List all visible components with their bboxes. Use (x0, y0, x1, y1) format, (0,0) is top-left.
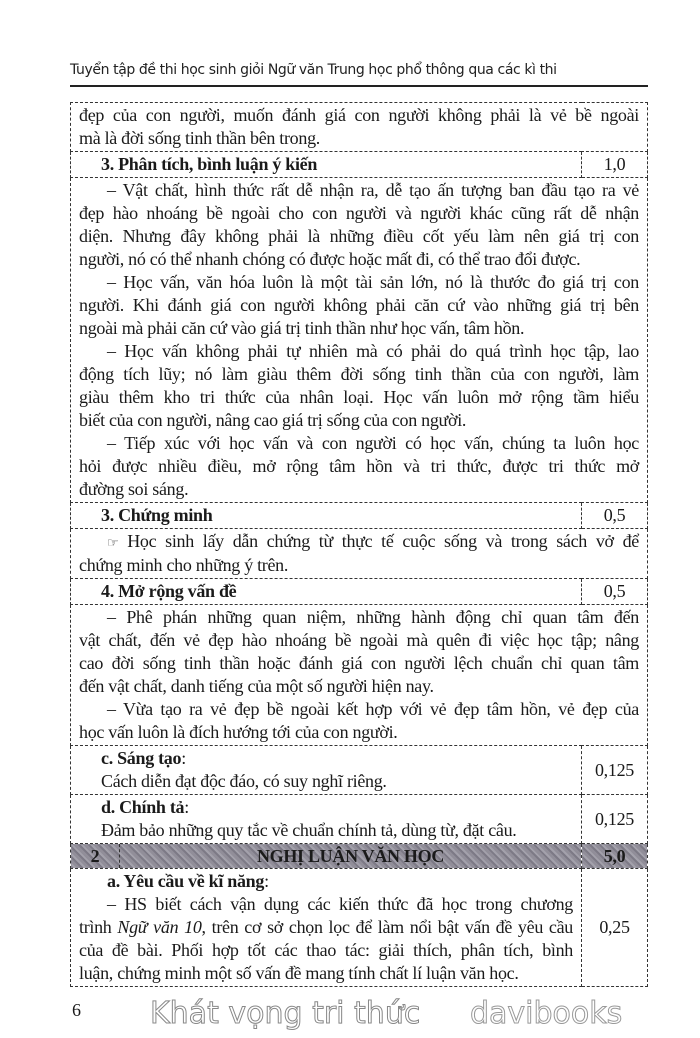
text-line: của đề bài. Phối hợp tốt các thao tác: giải thích, phân tích, bình (79, 940, 573, 960)
extend-heading: 4. Mở rộng vấn đề (71, 579, 582, 605)
continued-text (71, 103, 648, 152)
table-row (71, 869, 648, 987)
text-line: – Tiếp xúc với học vấn và con người có học vấn, chúng ta luôn học (107, 433, 639, 453)
extend-score: 0,5 (582, 579, 648, 605)
text-line: hỏi được nhiều điều, mở rộng tâm hồn và tri thức, được tri thức mở (79, 456, 639, 476)
creative-text: Cách diễn đạt độc đáo, có suy nghĩ riêng. (101, 771, 387, 791)
header-rule (70, 85, 648, 87)
colon: : (184, 797, 189, 817)
section-title: NGHỊ LUẬN VĂN HỌC (256, 846, 445, 866)
spelling-text: Đảm bảo những quy tắc về chuẩn chính tả, dùng từ, đặt câu. (101, 820, 517, 840)
text-line: – HS biết cách vận dụng các kiến thức đã học trong chương (107, 894, 573, 914)
table-row (71, 503, 648, 529)
colon: : (264, 871, 269, 891)
creative-heading: c. Sáng tạo (101, 748, 182, 768)
text-line: – Vật chất, hình thức rất dễ nhận ra, dễ tạo ấn tượng ban đầu tạo ra vẻ (107, 180, 639, 200)
text-line: vật chất, đến vẻ đẹp hào nhoáng bề ngoài mà quên đi việc học tập; nâng (79, 630, 639, 650)
section-cell (71, 844, 582, 869)
spelling-cell (71, 795, 582, 844)
text-line: – Học vấn, văn hóa luôn là một tài sản lớn, nó là thước đo giá trị con (107, 272, 639, 292)
text: trình (79, 917, 118, 937)
page-number: 6 (72, 1000, 81, 1020)
watermark-brand: davibooks (470, 996, 623, 1031)
text-line: người. Khi đánh giá con người không phải căn cứ vào những giá trị bên (79, 295, 639, 315)
text-line: – Học vấn không phải tự nhiên mà có phải do quá trình học tập, lao (107, 341, 639, 361)
text-line: – Vừa tạo ra vẻ đẹp bề ngoài kết hợp với vẻ đẹp tâm hồn, vẻ đẹp của (107, 699, 639, 719)
text-line: chứng minh cho những ý trên. (79, 555, 289, 575)
colon: : (181, 748, 186, 768)
running-head: Tuyển tập đề thi học sinh giỏi Ngữ văn Trung học phổ thông qua các kì thi (70, 62, 557, 78)
analysis-score: 1,0 (582, 152, 648, 178)
text-line: học vấn luôn là đích hướng tới của con người. (79, 722, 398, 742)
text-line: đẹp hào nhoáng bề ngoài cho con người và người khác cũng rất dễ nhận (79, 203, 639, 223)
text-line (79, 870, 573, 893)
proof-score: 0,5 (582, 503, 648, 529)
text-line: luận, chứng minh một số vấn đề mang tính chất lí luận văn học. (79, 963, 519, 983)
section-score: 5,0 (582, 844, 648, 869)
skills-score: 0,25 (582, 869, 648, 987)
table-row (71, 529, 648, 579)
section-number: 2 (71, 844, 120, 868)
text-line: đẹp của con người, muốn đánh giá con người không phải là vẻ bề ngoài (79, 105, 639, 125)
proof-heading: 3. Chứng minh (71, 503, 582, 529)
watermark-slogan: Khát vọng tri thức (150, 996, 421, 1031)
text-line: đường soi sáng. (79, 479, 189, 499)
creative-score: 0,125 (582, 746, 648, 795)
table-row (71, 795, 648, 844)
grading-table (70, 102, 648, 987)
spelling-heading: d. Chính tả (101, 797, 185, 817)
text: Học sinh lấy dẫn chứng từ thực tế cuộc sống và trong sách vở để (127, 531, 639, 551)
text-line: động tích lũy; nó làm giàu thêm đời sống tinh thần của con người, làm (79, 364, 639, 384)
text-line: diện. Nhưng đây không phải là những điều cốt yếu làm nên giá trị con (79, 226, 639, 246)
table-row (71, 152, 648, 178)
table-row (71, 178, 648, 503)
text: , trên cơ sở chọn lọc để làm nổi bật vấn đề yêu cầu (201, 917, 573, 937)
table-row (71, 103, 648, 152)
creative-cell (71, 746, 582, 795)
spelling-score: 0,125 (582, 795, 648, 844)
analysis-heading: 3. Phân tích, bình luận ý kiến (71, 152, 582, 178)
text-line: – Phê phán những quan niệm, những hành động chỉ quan tâm đến (107, 607, 639, 627)
extend-body (71, 605, 648, 746)
table-row (71, 605, 648, 746)
text-line: cao đời sống tinh thần hoặc đánh giá con người lệch chuẩn chỉ quan tâm (79, 653, 639, 673)
text-line (79, 530, 639, 554)
table-row (71, 746, 648, 795)
table-row (71, 579, 648, 605)
section-row (71, 844, 648, 869)
text-line: giàu thêm kho tri thức của nhân loại. Học vấn luôn mở rộng tầm hiểu (79, 387, 639, 407)
text-line: mà là đời sống tinh thần bên trong. (79, 128, 320, 148)
text-line: biết của con người, nâng cao giá trị sống của con người. (79, 410, 467, 430)
book-title: Ngữ văn 10 (117, 917, 202, 937)
analysis-body (71, 178, 648, 503)
skills-cell (71, 869, 582, 987)
text-line: ngoài mà phải căn cứ vào giá trị tinh thần như học vấn, tâm hồn. (79, 318, 525, 338)
skills-heading: a. Yêu cầu về kĩ năng (107, 871, 265, 891)
text-line (79, 916, 573, 939)
proof-body (71, 529, 648, 579)
pointing-hand-icon: ☞ (107, 535, 119, 550)
text-line: người, nó có thể nhanh chóng có được hoặc mất đi, có thể trao đổi được. (79, 249, 581, 269)
text-line: đến vật chất, danh tiếng của một số người hiện nay. (79, 676, 434, 696)
